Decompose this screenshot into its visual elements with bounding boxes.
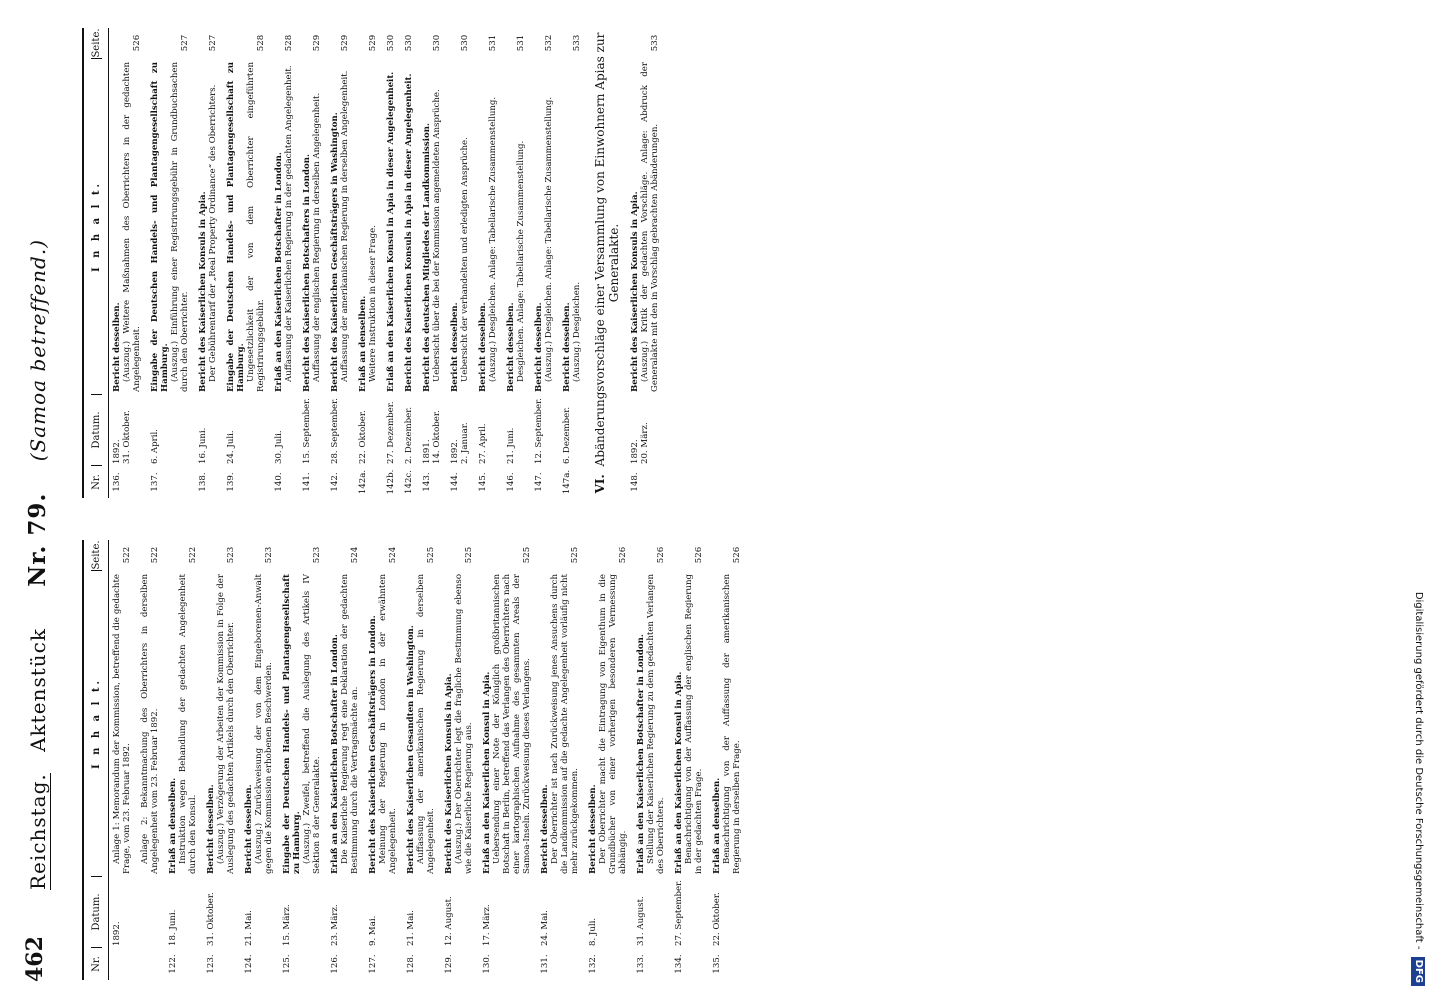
entry-content [168, 570, 198, 878]
table-row [537, 540, 585, 980]
entry-date: 20. März. [640, 422, 650, 464]
entry-title: Bericht desselben. [506, 302, 516, 392]
dfg-logo: DFG [1411, 957, 1425, 986]
entry-date-cell [302, 396, 322, 466]
table-row [447, 28, 475, 498]
entry-year: 1892. [112, 921, 122, 946]
table-row [327, 28, 355, 498]
side-note [1406, 10, 1430, 990]
entry-date: 15. März. [282, 904, 292, 946]
entry-content [226, 58, 266, 396]
entry-number: 133. [636, 954, 646, 974]
entry-title: Bericht desselben. [540, 784, 550, 874]
entry-title: Bericht des Kaiserlichen Konsuls in Apia. [630, 191, 640, 392]
entry-date: 27. April. [478, 423, 488, 464]
entry-date-cell [636, 878, 666, 948]
entry-page: 522 [188, 546, 198, 564]
entry-number: 132. [588, 954, 598, 974]
entry-text: (Auszug.) Desgleichen. Anlage: Tabellarische Zusammenstellung. [488, 96, 498, 382]
left-column [82, 540, 1382, 980]
entry-content [562, 58, 582, 396]
entry-date: 22. Oktober. [358, 410, 368, 464]
entry-content [478, 58, 498, 396]
entry-title: Bericht des Kaiserlichen Gesandten in Washington. [406, 625, 416, 874]
entry-text: (Auszug.) Zweifel, betreffend die Auslegung des Artikels IV Sektion 8 der Generalakte. [302, 574, 322, 874]
entry-date: 24. Juli. [226, 430, 236, 464]
entry-date-cell [168, 878, 198, 948]
entry-content [534, 58, 554, 396]
entry-number: 146. [506, 472, 516, 492]
table-row [403, 540, 441, 980]
entry-content [406, 570, 436, 878]
entry-date: 18. Juni. [168, 909, 178, 946]
entry-content [302, 58, 322, 396]
right-rows [109, 28, 587, 498]
entry-text: Der Gebührentarif der „Real Property Ordinance“ des Oberrichters. [208, 84, 218, 382]
entry-title: Bericht des Kaiserlichen Geschäftsträgers in London. [368, 615, 378, 874]
entry-date-cell [630, 396, 660, 466]
entry-number: 141. [302, 472, 312, 492]
entry-date: 31. Oktober. [122, 410, 132, 464]
table-row [419, 28, 447, 498]
header-nr: Nr. [90, 474, 102, 490]
entry-date: 22. Oktober. [712, 892, 722, 946]
entry-number: 123. [206, 954, 216, 974]
side-note-text: Digitalisierung gefördert durch die Deutsche Forschungsgemeinschaft - [1413, 591, 1424, 950]
section-rows [627, 28, 665, 498]
entry-content [112, 58, 142, 396]
entry-title: Bericht des Kaiserlichen Botschafters in London. [302, 154, 312, 392]
entry-date: 14. Oktober. [432, 410, 442, 464]
entry-content [422, 58, 442, 396]
entry-page: 528 [284, 34, 294, 52]
entry-date-cell [540, 878, 580, 948]
entry-text: Auffassung der amerikanischen Regierung in derselben Angelegenheit. [340, 70, 350, 382]
entry-title: Erlaß an denselben. [712, 777, 722, 874]
entry-date-cell [368, 878, 398, 948]
entry-title: Erlaß an den Kaiserlichen Konsul in Apia. [674, 671, 684, 874]
entry-page: 525 [464, 546, 474, 564]
table-row [479, 540, 537, 980]
entry-number: 139. [226, 472, 236, 492]
entry-page: 531 [516, 34, 526, 52]
entry-content [404, 58, 414, 396]
right-column [82, 28, 1382, 498]
document-title: Aktenstück [26, 628, 50, 752]
entry-content [368, 570, 398, 878]
entry-page: 526 [732, 546, 742, 564]
entry-page: 533 [572, 34, 582, 52]
header-nr: Nr. [90, 956, 102, 972]
entry-content [588, 570, 628, 878]
entry-date: 16. Juni. [198, 427, 208, 464]
entry-date: 12. August. [444, 896, 454, 946]
entry-title: Bericht desselben. [562, 302, 572, 392]
left-rows [109, 540, 747, 980]
table-row [195, 28, 223, 498]
entry-content [330, 570, 360, 878]
entry-page: 530 [386, 34, 396, 52]
entry-text: Desgleichen. Anlage: Tabellarische Zusammenstellung. [516, 140, 526, 382]
entry-page: 529 [312, 34, 322, 52]
entry-title: Bericht desselben. [534, 302, 544, 392]
entry-number: 131. [540, 954, 550, 974]
entry-date: 6. April. [150, 429, 160, 464]
entry-title: Bericht desselben. [450, 302, 460, 392]
entry-number: 127. [368, 954, 378, 974]
entry-number: 143. [422, 472, 432, 492]
entry-title: Bericht desselben. [588, 784, 598, 874]
entry-title: Erlaß an den Kaiserlichen Botschafter in London. [330, 634, 340, 874]
table-row [327, 540, 365, 980]
table-row [365, 540, 403, 980]
table-row [671, 540, 709, 980]
entry-page: 525 [522, 546, 532, 564]
entry-number: 122. [168, 954, 178, 974]
entry-number: 148. [630, 472, 640, 492]
table-row [165, 540, 203, 980]
entry-content [636, 570, 666, 878]
entry-text: (Auszug.) Der Oberrichter legt die fragliche Bestimmung ebenso wie die Kaiserliche Regierung aus. [454, 574, 474, 874]
entry-number: 142. [330, 472, 340, 492]
entry-content [444, 570, 474, 878]
entry-page: 529 [340, 34, 350, 52]
entry-text: Instruktion wegen Behandlung der gedachten Angelegenheit durch den Konsul. [178, 574, 198, 874]
entry-page: 526 [618, 546, 628, 564]
entry-title: Eingabe der Deutschen Handels- und Plantagengesellschaft zu Hamburg. [282, 574, 302, 874]
entry-text: Uebersendung einer Note der Königlich großbritannischen Botschaft in Berlin, betreffend das Verlangen des Oberrichters nach einer kartographischen Aufnahme des gesammten Areals der Samoa-Inseln. Zurückweisung dieses Verlangens. [492, 574, 532, 874]
table-row [709, 540, 747, 980]
entry-date: 21. Mai. [406, 910, 416, 946]
entry-page: 532 [544, 34, 554, 52]
table-row [241, 540, 279, 980]
entry-text: Weitere Instruktion in dieser Frage. [368, 225, 378, 382]
entry-date-cell [358, 396, 378, 466]
entry-content [506, 58, 526, 396]
entry-title: Erlaß an den Kaiserlichen Konsul in Apia. [482, 671, 492, 874]
entry-number: 124. [244, 954, 254, 974]
entry-date: 30. Juli. [274, 430, 284, 464]
entry-page: 522 [122, 546, 132, 564]
entry-content [140, 570, 160, 878]
entry-page: 525 [570, 546, 580, 564]
entry-title: Erlaß an den Kaiserlichen Konsul in Apia in dieser Angelegenheit. [386, 71, 396, 392]
entry-date: 2. Januar. [460, 422, 470, 464]
table-row [355, 28, 383, 498]
page-header [24, 225, 51, 890]
entry-date: 24. Mai. [540, 910, 550, 946]
entry-date-cell [588, 878, 628, 948]
entry-date: 27. September. [674, 879, 684, 946]
entry-text: Ungesetzlichkeit der von dem Oberrichter eingeführten Registrirungsgebühr. [246, 62, 266, 392]
entry-number: 134. [674, 954, 684, 974]
header-page: Seite. [90, 28, 102, 58]
entry-content [450, 58, 470, 396]
entry-date: 15. September. [302, 397, 312, 464]
entry-content [630, 58, 660, 396]
entry-page: 530 [404, 34, 414, 52]
entry-title: Erlaß an den Kaiserlichen Botschafter in London. [274, 152, 284, 392]
entry-text: (Auszug.) Desgleichen. Anlage: Tabellarische Zusammenstellung. [544, 96, 554, 382]
entry-title: Bericht des deutschen Mitgliedes der Landkommission. [422, 123, 432, 392]
entry-year: 1892. [450, 439, 460, 464]
entry-title: Bericht des Kaiserlichen Konsuls in Apia. [198, 191, 208, 392]
entry-number: 145. [478, 472, 488, 492]
entry-date-cell [506, 396, 526, 466]
entry-content [482, 570, 532, 878]
entry-date-cell [226, 396, 266, 466]
entry-title: Bericht desselben. [112, 302, 122, 392]
entry-date-cell [444, 878, 474, 948]
document-subject: (Samoa betreffend.) [26, 238, 50, 462]
publication-title: Reichstag. [26, 773, 50, 890]
entry-title: Erlaß an denselben. [168, 777, 178, 874]
entry-date-cell [450, 396, 470, 466]
entry-title: Erlaß an denselben. [358, 295, 368, 392]
entry-date-cell [478, 396, 498, 466]
entry-page: 528 [256, 34, 266, 52]
table-row [299, 28, 327, 498]
entry-number: 135. [712, 954, 722, 974]
entry-number: 147. [534, 472, 544, 492]
entry-page: 527 [208, 34, 218, 52]
entry-number: 140. [274, 472, 284, 492]
entry-page: 530 [432, 34, 442, 52]
section-roman: VI. [593, 474, 607, 494]
entry-number: 125. [282, 954, 292, 974]
entry-number: 142c. [404, 470, 414, 494]
entry-title: Bericht des Kaiserlichen Konsuls in Apia. [444, 673, 454, 874]
entry-content [282, 570, 322, 878]
entry-date-cell [712, 878, 742, 948]
entry-date: 2. Dezember. [404, 406, 414, 464]
entry-page: 529 [368, 34, 378, 52]
entry-year: 1892. [112, 439, 122, 464]
entry-date: 21. Juni. [506, 427, 516, 464]
header-content: I n h a l t. [91, 571, 102, 877]
entry-date-cell [282, 878, 322, 948]
entry-page: 522 [150, 546, 160, 564]
entry-title: Eingabe der Deutschen Handels- und Plantagengesellschaft zu Hamburg. [150, 62, 170, 392]
document-number: Nr. 79. [24, 492, 51, 587]
entry-page: 524 [388, 546, 398, 564]
entry-date: 31. August. [636, 896, 646, 946]
entry-title: Bericht desselben. [478, 302, 488, 392]
header-date: Datum. [91, 877, 102, 948]
entry-number: 137. [150, 472, 160, 492]
entry-number: 130. [482, 954, 492, 974]
entry-content [206, 570, 236, 878]
entry-date-cell [422, 396, 442, 466]
entry-text: Auffassung der englischen Regierung in derselben Angelegenheit. [312, 92, 322, 382]
table-row [585, 540, 633, 980]
entry-content [540, 570, 580, 878]
entry-title: Bericht des Kaiserlichen Konsuls in Apia in dieser Angelegenheit. [404, 73, 414, 392]
entry-page: 531 [488, 34, 498, 52]
entry-date-cell [112, 878, 132, 948]
section-text: Abänderungsvorschläge einer Versammlung von Einwohnern Apias zur Generalakte. [593, 32, 621, 467]
entry-date-cell [140, 878, 160, 948]
entry-text: Stellung der Kaiserlichen Regierung zu dem gedachten Verlangen des Oberrichters. [646, 574, 666, 874]
entry-page: 523 [312, 546, 322, 564]
entry-text: (Auszug.) Desgleichen. [572, 281, 582, 382]
entry-date-cell [674, 878, 704, 948]
table-row [475, 28, 503, 498]
entry-date: 21. Mai. [244, 910, 254, 946]
entry-date-cell [198, 396, 218, 466]
entry-content [198, 58, 218, 396]
table-row [531, 28, 559, 498]
entry-date-cell [406, 878, 436, 948]
entry-content [274, 58, 294, 396]
table-row [147, 28, 195, 498]
entry-number [140, 948, 160, 980]
entry-page: 523 [226, 546, 236, 564]
entry-text: (Auszug.) Kritik der gedachten Vorschläge. Anlage: Abdruck der Generalakte mit den in Vorschlag gebrachten Abänderungen. [640, 62, 660, 392]
entry-text: Der Oberrichter ist nach Zurückweisung jenes Ansuchens durch die Landkommission auf die gedachte Angelegenheit vorläufig nicht mehr zurückgekommen. [550, 574, 580, 874]
entry-date: 9. Mai. [368, 915, 378, 946]
entry-text: (Auszug.) Einführung einer Registrirungsgebühr in Grundbuchsachen durch den Oberrichter. [170, 62, 190, 392]
entry-content [712, 570, 742, 878]
entry-date: 27. Dezember. [386, 401, 396, 464]
entry-number: 138. [198, 472, 208, 492]
entry-date-cell [330, 396, 350, 466]
entry-date-cell [404, 396, 414, 466]
entry-number: 129. [444, 954, 454, 974]
entry-content [112, 570, 132, 878]
entry-title: Erlaß an den Kaiserlichen Botschafter in London. [636, 634, 646, 874]
entry-page: 523 [264, 546, 274, 564]
entry-text: Der Oberrichter macht die Eintragung von Eigenthum in die Grundbücher von einer vorherigen besonderen Vermessung abhängig. [598, 574, 628, 874]
entry-date: 28. September. [330, 397, 340, 464]
entry-number: 142b. [386, 469, 396, 495]
entry-content [358, 58, 378, 396]
entry-page: 526 [656, 546, 666, 564]
page-number: 462 [22, 936, 48, 982]
entry-title: Bericht desselben. [244, 784, 254, 874]
entry-date-cell [274, 396, 294, 466]
entry-page: 533 [650, 34, 660, 52]
header-content: I n h a l t. [91, 59, 102, 395]
table-row [137, 540, 165, 980]
entry-date-cell [330, 878, 360, 948]
entry-title: Bericht desselben. [206, 784, 216, 874]
entry-title: Bericht des Kaiserlichen Geschäftsträgers in Washington. [330, 112, 340, 392]
entry-date: 31. Oktober. [206, 892, 216, 946]
table-header [82, 28, 109, 498]
header-page: Seite. [90, 540, 102, 570]
entry-text: (Auszug.) Zurückweisung der von dem Eingeborenen-Anwalt gegen die Kommission erhobenen Beschwerden. [254, 574, 274, 874]
entry-text: Meinung der Regierung in London in der erwähnten Angelegenheit. [378, 574, 398, 874]
entry-date: 23. März. [330, 904, 340, 946]
table-row [279, 540, 327, 980]
entry-number: 128. [406, 954, 416, 974]
entry-date-cell [206, 878, 236, 948]
entry-number: 126. [330, 954, 340, 974]
table-header [82, 540, 109, 980]
entry-content [386, 58, 396, 396]
entry-text: Auffassung der Kaiserlichen Regierung in der gedachten Angelegenheit. [284, 65, 294, 382]
entry-date-cell [482, 878, 532, 948]
entry-text: (Auszug.) Weitere Maßnahmen des Oberrichters in der gedachten Angelegenheit. [122, 62, 142, 392]
entry-number: 147a. [562, 469, 572, 495]
table-row [383, 28, 401, 498]
table-row [271, 28, 299, 498]
table-row [401, 28, 419, 498]
entry-content [674, 570, 704, 878]
table-row [223, 28, 271, 498]
entry-text: Uebersicht der verhandelten und erledigten Ansprüche. [460, 137, 470, 382]
entry-page: 524 [350, 546, 360, 564]
entry-text: Benachrichtigung von der Auffassung der amerikanischen Regierung in derselben Frage. [722, 574, 742, 874]
table-row [109, 540, 137, 980]
table-row [559, 28, 587, 498]
table-row [503, 28, 531, 498]
entry-date: 6. Dezember. [562, 406, 572, 464]
entry-text: (Auszug.) Verzögerung der Arbeiten der Kommission in Folge der Auslegung des gedachten Artikels durch den Oberrichter. [216, 574, 236, 874]
entry-date: 8. Juli. [588, 917, 598, 946]
entry-text: Anlage 2: Bekanntmachung des Oberrichters in derselben Angelegenheit vom 23. Februar 1892. [140, 574, 160, 874]
entry-content [330, 58, 350, 396]
entry-date-cell [534, 396, 554, 466]
table-row [633, 540, 671, 980]
entry-date-cell [562, 396, 582, 466]
entry-content [150, 58, 190, 396]
header-date: Datum. [91, 395, 102, 466]
entry-title: Eingabe der Deutschen Handels- und Plantagengesellschaft zu Hamburg. [226, 62, 246, 392]
table-row [203, 540, 241, 980]
entry-year: 1891. [422, 439, 432, 464]
entry-text: Benachrichtigung von der Auffassung der englischen Regierung in der gedachten Frage. [684, 574, 704, 874]
entry-date: 12. September. [534, 397, 544, 464]
entry-number: 142a. [358, 469, 368, 495]
entry-text: Auffassung der amerikanischen Regierung in derselben Angelegenheit. [416, 574, 436, 874]
entry-date: 17. März. [482, 904, 492, 946]
entry-text: Die Kaiserliche Regierung regt eine Deklaration der gedachten Bestimmung durch die Vertragsmächte an. [340, 574, 360, 874]
entry-text: Anlage 1: Memorandum der Kommission, betreffend die gedachte Frage, vom 23. Februar 1892. [112, 574, 132, 874]
entry-page: 530 [460, 34, 470, 52]
entry-page: 527 [180, 34, 190, 52]
entry-text: Uebersicht über die bei der Kommission angemeldeten Ansprüche. [432, 89, 442, 382]
entry-date-cell [386, 396, 396, 466]
table-row [109, 28, 147, 498]
entry-page: 525 [426, 546, 436, 564]
entry-number: 136. [112, 472, 122, 492]
entry-date-cell [244, 878, 274, 948]
entry-year: 1892. [630, 439, 640, 464]
entry-date-cell [112, 396, 142, 466]
entry-page: 526 [694, 546, 704, 564]
entry-number [112, 948, 132, 980]
entry-number: 144. [450, 472, 460, 492]
entry-page: 526 [132, 34, 142, 52]
entry-content [244, 570, 274, 878]
table-row [627, 28, 665, 498]
entry-date-cell [150, 396, 190, 466]
table-row [441, 540, 479, 980]
section-heading [587, 28, 627, 498]
